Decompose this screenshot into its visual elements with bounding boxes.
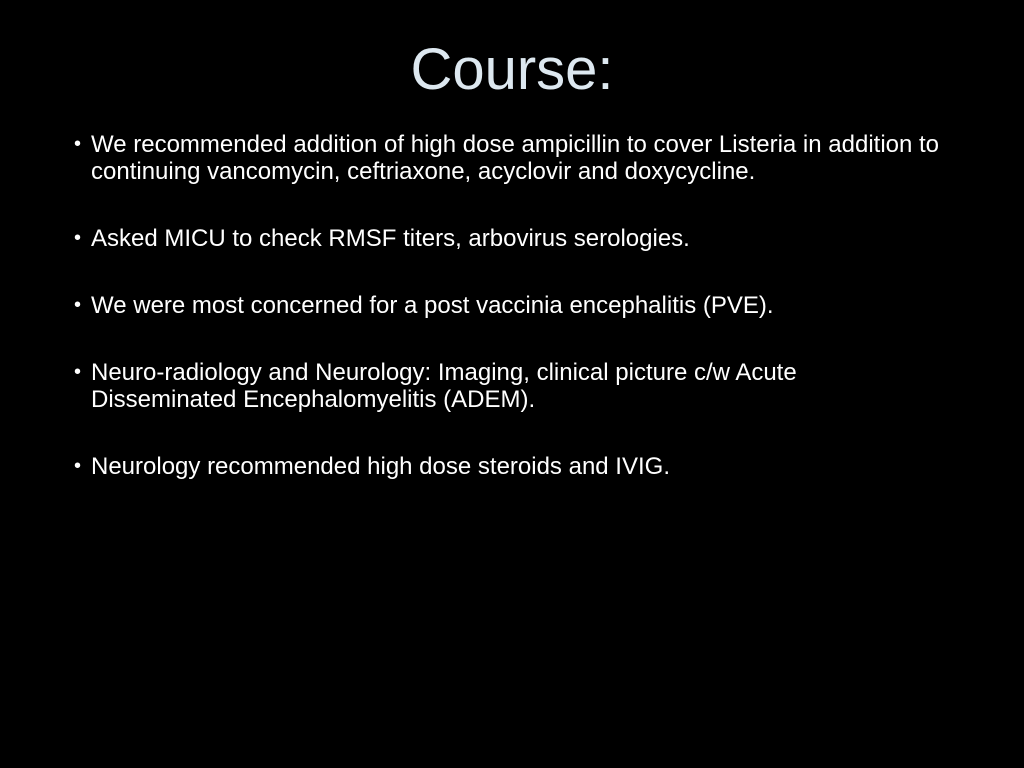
bullet-item [74,453,944,480]
slide-title: Course: [410,37,614,102]
bullet-text: We recommended addition of high dose ampicillin to cover Listeria in addition to continuing vancomycin, ceftriaxone, acyclovir and doxycycline. [91,131,940,185]
bullet-item [74,292,944,319]
bullet-text: Asked MICU to check RMSF titers, arbovirus serologies. [91,225,690,252]
bullet-list [74,131,944,520]
bullet-marker: • [74,294,82,316]
bullet-text: We were most concerned for a post vaccinia encephalitis (PVE). [91,292,774,319]
bullet-item [74,225,944,252]
bullet-marker: • [74,133,82,155]
bullet-marker: • [74,227,82,249]
bullet-marker: • [74,361,82,383]
bullet-item [74,131,944,185]
bullet-text: Neurology recommended high dose steroids and IVIG. [91,453,670,480]
bullet-marker: • [74,455,82,477]
bullet-text: Neuro-radiology and Neurology: Imaging, clinical picture c/w Acute Disseminated Encephalomyelitis (ADEM). [91,359,797,413]
bullet-item [74,359,944,413]
